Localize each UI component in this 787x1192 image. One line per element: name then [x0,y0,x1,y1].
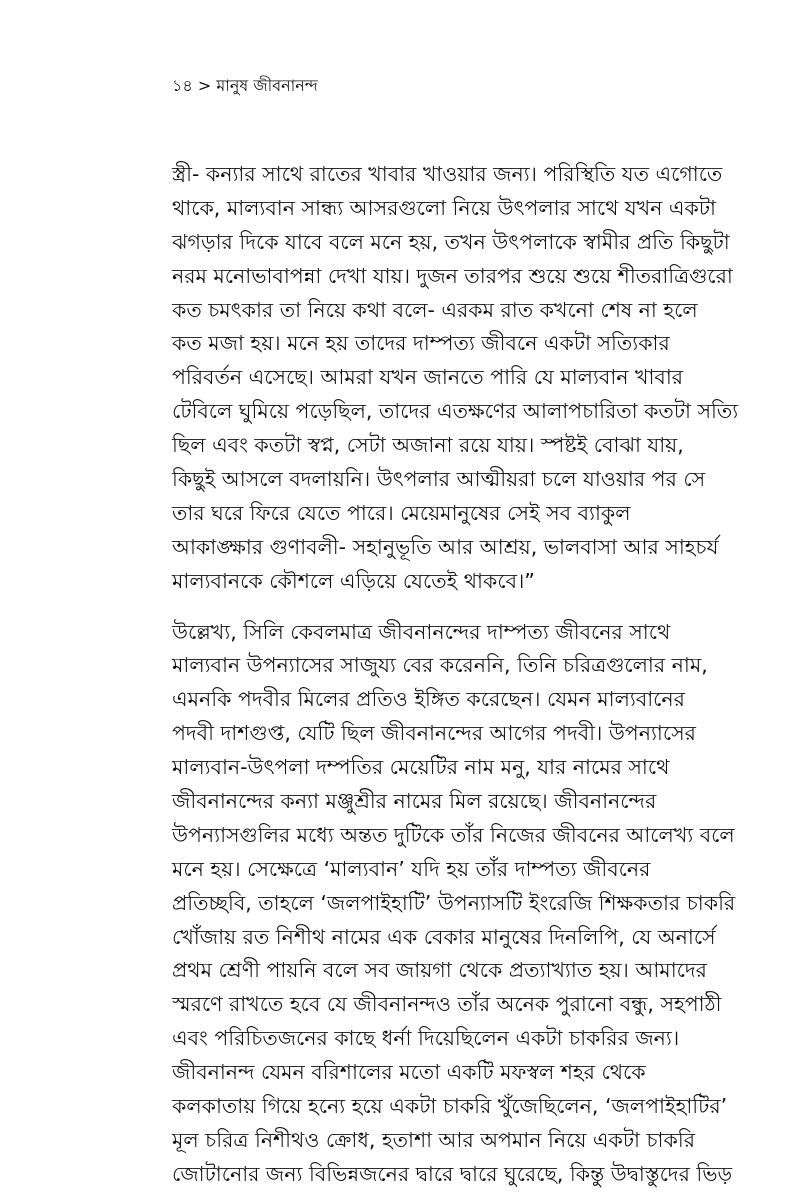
text-line: পদবী দাশগুপ্ত, যেটি ছিল জীবনানন্দের আগের পদবী। উপন্যাসের [172,721,696,746]
text-line: ঝগড়ার দিকে যাবে বলে মনে হয়, তখন উৎপলাকে স্বামীর প্রতি কিছুটা [172,229,730,254]
text-line: জোটানোর জন্য বিভিন্নজনের দ্বারে দ্বারে ঘুরেছে, কিন্তু উদ্বাস্তুদের ভিড় [172,1161,733,1186]
text-line: উল্লেখ্য, সিলি কেবলমাত্র জীবনানন্দের দাম্পত্য জীবনের সাথে [172,619,671,644]
text-line: কত চমৎকার তা নিয়ে কথা বলে- এরকম রাত কখনো শেষ না হলে [172,297,698,322]
text-line: মনে হয়। সেক্ষেত্রে ‘মাল্যবান’ যদি হয় তাঁর দাম্পত্য জীবনের [172,856,651,881]
text-line: আকাঙ্ক্ষার গুণাবলী- সহানুভূতি আর আশ্রয়, ভালবাসা আর সাহচর্য [172,534,719,559]
text-line: মাল্যবানকে কৌশলে এড়িয়ে যেতেই থাকবে।” [172,568,535,593]
text-line: নরম মনোভাবাপন্না দেখা যায়। দুজন তারপর শুয়ে শুয়ে শীতরাত্রিগুরো [172,263,733,288]
running-head: ১৪ > মানুষ জীবনানন্দ [172,76,318,95]
text-line: খোঁজায় রত নিশীথ নামের এক বেকার মানুষের দিনলিপি, যে অনার্সে [172,924,716,949]
body-text [172,158,739,1192]
text-line: উপন্যাসগুলির মধ্যে অন্তত দুটিকে তাঁর নিজের জীবনের আলেখ্য বলে [172,822,735,847]
text-line: স্ত্রী- কন্যার সাথে রাতের খাবার খাওয়ার জন্য। পরিস্থিতি যত এগোতে [172,162,723,186]
text-line: মূল চরিত্র নিশীথও ক্রোধ, হতাশা আর অপমান নিয়ে একটা চাকরি [172,1127,695,1152]
text-line: থাকে, মাল্যবান সান্ধ্য আসরগুলো নিয়ে উৎপলার সাথে যখন একটা [172,195,716,220]
text-line: মাল্যবান উপন্যাসের সাজুয্য বের করেননি, তিনি চরিত্রগুলোর নাম, [172,653,708,678]
text-line: জীবনানন্দের কন্যা মঞ্জুশ্রীর নামের মিল রয়েছে। জীবনানন্দের [172,789,657,814]
text-line: কিছুই আসলে বদলায়নি। উৎপলার আত্মীয়রা চলে যাওয়ার পর সে [172,467,706,492]
text-line: পরিবর্তন এসেছে। আমরা যখন জানতে পারি যে মাল্যবান খাবার [172,365,684,390]
text-line: প্রথম শ্রেণী পায়নি বলে সব জায়গা থেকে প্রত্যাখ্যাত হয়। আমাদের [172,958,707,983]
paragraph-gap [172,599,732,616]
paragraph-1 [172,158,739,599]
paragraph-2 [172,616,736,1192]
text-line: টেবিলে ঘুমিয়ে পড়েছিল, তাদের এতক্ষণের আলাপচারিতা কতটা সত্যি [172,399,739,424]
text-line: স্মরণে রাখতে হবে যে জীবনানন্দও তাঁর অনেক পুরানো বন্ধু, সহপাঠী [172,992,722,1017]
text-line: এমনকি পদবীর মিলের প্রতিও ইঙ্গিত করেছেন। যেমন মাল্যবানের [172,687,685,712]
text-line: ছিল এবং কতটা স্বপ্ন, সেটা অজানা রয়ে যায়। স্পষ্টই বোঝা যায়, [172,433,684,458]
text-line: মাল্যবান-উৎপলা দম্পতির মেয়েটির নাম মনু, যার নামের সাথে [172,755,670,780]
text-line: এবং পরিচিতজনের কাছে ধর্না দিয়েছিলেন একটা চাকরির জন্য। [172,1026,680,1051]
text-line: কত মজা হয়। মনে হয় তাদের দাম্পত্য জীবনে একটা সত্যিকার [172,331,670,356]
text-line: জীবনানন্দ যেমন বরিশালের মতো একটি মফস্বল শহর থেকে [172,1060,646,1085]
text-line: তার ঘরে ফিরে যেতে পারে। মেয়েমানুষের সেই সব ব্যাকুল [172,500,631,525]
text-line: কলকাতায় গিয়ে হন্যে হয়ে একটা চাকরি খুঁজেছিলেন, ‘জলপাইহাটির’ [172,1094,728,1119]
text-line: প্রতিচ্ছবি, তাহলে ‘জলপাইহাটি’ উপন্যাসটি ইংরেজি শিক্ষকতার চাকরি [172,890,736,915]
